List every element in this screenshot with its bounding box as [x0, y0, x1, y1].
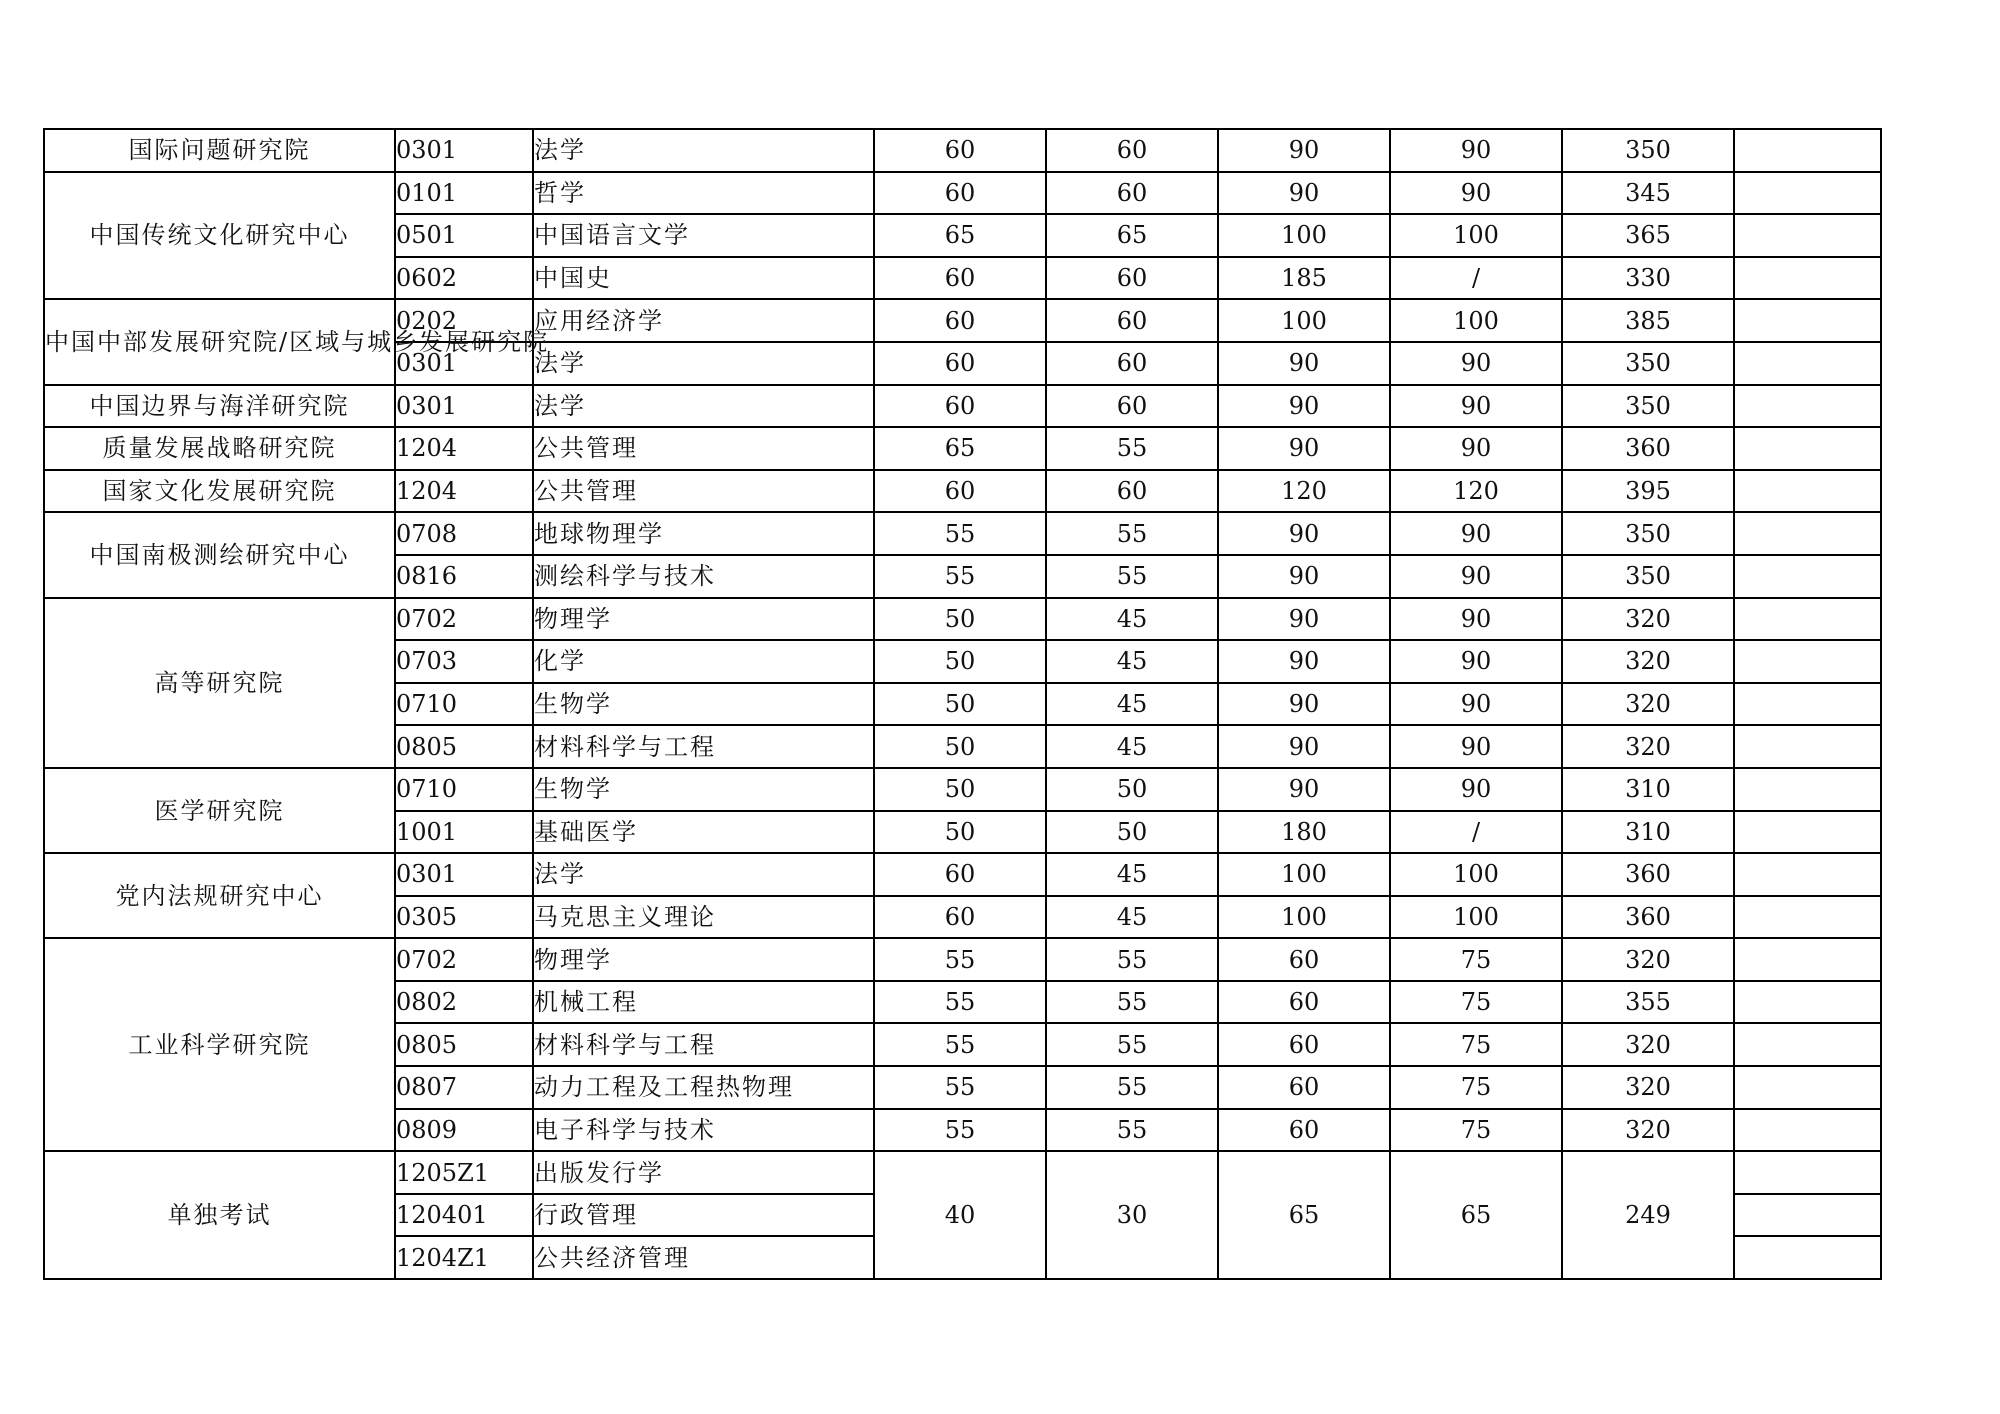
score-cell-3: 90 [1218, 725, 1390, 768]
table-row [44, 938, 1881, 981]
table-row [44, 768, 1881, 811]
table-row [44, 172, 1881, 215]
institute-cell: 中国南极测绘研究中心 [44, 512, 395, 597]
score-cell-2: 45 [1046, 598, 1218, 641]
score-cell-1: 55 [874, 981, 1046, 1024]
remark-cell [1734, 938, 1881, 981]
total-score-cell: 350 [1562, 342, 1734, 385]
score-cell-4: 75 [1390, 1109, 1562, 1152]
remark-cell [1734, 257, 1881, 300]
major-name-cell: 中国语言文学 [533, 214, 874, 257]
major-code-cell: 1001 [395, 811, 533, 854]
major-name-cell: 出版发行学 [533, 1151, 874, 1194]
total-score-cell: 320 [1562, 725, 1734, 768]
major-code-cell: 0703 [395, 640, 533, 683]
major-code-cell: 0301 [395, 129, 533, 172]
score-cell-2: 30 [1046, 1151, 1218, 1279]
score-cell-4: 90 [1390, 683, 1562, 726]
total-score-cell: 350 [1562, 555, 1734, 598]
major-name-cell: 公共管理 [533, 470, 874, 513]
score-cell-2: 60 [1046, 385, 1218, 428]
score-cell-2: 45 [1046, 683, 1218, 726]
score-cell-2: 55 [1046, 512, 1218, 555]
score-cell-3: 90 [1218, 555, 1390, 598]
major-name-cell: 动力工程及工程热物理 [533, 1066, 874, 1109]
score-cell-4: 90 [1390, 385, 1562, 428]
score-cell-3: 90 [1218, 683, 1390, 726]
remark-cell [1734, 896, 1881, 939]
major-name-cell: 物理学 [533, 598, 874, 641]
table-row [44, 512, 1881, 555]
total-score-cell: 320 [1562, 1066, 1734, 1109]
score-cell-3: 90 [1218, 598, 1390, 641]
remark-cell [1734, 385, 1881, 428]
score-cell-2: 45 [1046, 853, 1218, 896]
score-cell-3: 60 [1218, 938, 1390, 981]
table-row [44, 129, 1881, 172]
remark-cell [1734, 172, 1881, 215]
score-cell-2: 60 [1046, 342, 1218, 385]
score-cell-1: 40 [874, 1151, 1046, 1279]
institute-cell: 党内法规研究中心 [44, 853, 395, 938]
remark-cell [1734, 555, 1881, 598]
institute-cell: 工业科学研究院 [44, 938, 395, 1151]
total-score-cell: 345 [1562, 172, 1734, 215]
total-score-cell: 249 [1562, 1151, 1734, 1279]
total-score-cell: 385 [1562, 299, 1734, 342]
major-code-cell: 0710 [395, 768, 533, 811]
total-score-cell: 395 [1562, 470, 1734, 513]
major-name-cell: 公共经济管理 [533, 1236, 874, 1279]
score-cell-2: 60 [1046, 172, 1218, 215]
major-code-cell: 0802 [395, 981, 533, 1024]
score-cell-1: 55 [874, 555, 1046, 598]
total-score-cell: 330 [1562, 257, 1734, 300]
score-cell-4: 90 [1390, 512, 1562, 555]
remark-cell [1734, 299, 1881, 342]
score-cell-2: 60 [1046, 299, 1218, 342]
score-cell-2: 55 [1046, 555, 1218, 598]
major-code-cell: 0807 [395, 1066, 533, 1109]
table-row [44, 385, 1881, 428]
remark-cell [1734, 640, 1881, 683]
major-name-cell: 化学 [533, 640, 874, 683]
major-name-cell: 电子科学与技术 [533, 1109, 874, 1152]
total-score-cell: 355 [1562, 981, 1734, 1024]
score-cell-2: 55 [1046, 1066, 1218, 1109]
score-cell-4: 65 [1390, 1151, 1562, 1279]
score-cell-1: 60 [874, 172, 1046, 215]
table-body [44, 129, 1881, 1279]
score-cell-2: 45 [1046, 725, 1218, 768]
score-cell-3: 100 [1218, 853, 1390, 896]
major-name-cell: 法学 [533, 129, 874, 172]
remark-cell [1734, 811, 1881, 854]
table-row [44, 853, 1881, 896]
table-row [44, 299, 1881, 342]
score-cell-1: 55 [874, 1066, 1046, 1109]
score-cell-4: 90 [1390, 555, 1562, 598]
total-score-cell: 310 [1562, 811, 1734, 854]
remark-cell [1734, 1023, 1881, 1066]
score-cell-2: 60 [1046, 257, 1218, 300]
total-score-cell: 320 [1562, 938, 1734, 981]
major-name-cell: 应用经济学 [533, 299, 874, 342]
score-cell-1: 55 [874, 938, 1046, 981]
major-name-cell: 生物学 [533, 683, 874, 726]
institute-cell: 国际问题研究院 [44, 129, 395, 172]
score-cell-3: 90 [1218, 342, 1390, 385]
score-cell-3: 100 [1218, 214, 1390, 257]
score-cell-4: 120 [1390, 470, 1562, 513]
total-score-cell: 365 [1562, 214, 1734, 257]
remark-cell [1734, 1194, 1881, 1237]
score-cell-1: 55 [874, 1023, 1046, 1066]
major-name-cell: 法学 [533, 342, 874, 385]
score-cell-2: 45 [1046, 640, 1218, 683]
major-code-cell: 0805 [395, 1023, 533, 1066]
remark-cell [1734, 853, 1881, 896]
total-score-cell: 360 [1562, 427, 1734, 470]
score-cell-1: 60 [874, 257, 1046, 300]
major-name-cell: 马克思主义理论 [533, 896, 874, 939]
major-code-cell: 0101 [395, 172, 533, 215]
score-cell-1: 50 [874, 768, 1046, 811]
score-cell-1: 60 [874, 896, 1046, 939]
institute-cell: 中国中部发展研究院/区域与城乡发展研究院 [44, 299, 395, 384]
remark-cell [1734, 342, 1881, 385]
score-cell-2: 60 [1046, 470, 1218, 513]
score-cell-4: 90 [1390, 427, 1562, 470]
score-cell-3: 100 [1218, 896, 1390, 939]
score-cell-3: 90 [1218, 640, 1390, 683]
score-cell-4: 90 [1390, 768, 1562, 811]
score-cell-1: 50 [874, 598, 1046, 641]
score-cell-1: 65 [874, 427, 1046, 470]
score-cell-3: 60 [1218, 1109, 1390, 1152]
major-code-cell: 0816 [395, 555, 533, 598]
score-cell-4: 75 [1390, 1023, 1562, 1066]
score-cell-4: / [1390, 257, 1562, 300]
major-code-cell: 0710 [395, 683, 533, 726]
major-code-cell: 0202 [395, 299, 533, 342]
major-code-cell: 0602 [395, 257, 533, 300]
institute-cell: 医学研究院 [44, 768, 395, 853]
major-code-cell: 0702 [395, 938, 533, 981]
score-cell-1: 60 [874, 299, 1046, 342]
major-code-cell: 1204Z1 [395, 1236, 533, 1279]
score-cell-3: 120 [1218, 470, 1390, 513]
major-name-cell: 测绘科学与技术 [533, 555, 874, 598]
remark-cell [1734, 981, 1881, 1024]
major-code-cell: 0301 [395, 385, 533, 428]
major-code-cell: 0708 [395, 512, 533, 555]
score-cell-4: 100 [1390, 853, 1562, 896]
score-cell-3: 180 [1218, 811, 1390, 854]
institute-cell: 中国传统文化研究中心 [44, 172, 395, 300]
score-cell-1: 60 [874, 853, 1046, 896]
remark-cell [1734, 1151, 1881, 1194]
remark-cell [1734, 427, 1881, 470]
score-cell-1: 60 [874, 385, 1046, 428]
institute-cell: 中国边界与海洋研究院 [44, 385, 395, 428]
total-score-cell: 360 [1562, 896, 1734, 939]
remark-cell [1734, 768, 1881, 811]
major-name-cell: 机械工程 [533, 981, 874, 1024]
major-code-cell: 1204 [395, 470, 533, 513]
total-score-cell: 350 [1562, 129, 1734, 172]
remark-cell [1734, 1066, 1881, 1109]
score-table [43, 128, 1882, 1280]
score-cell-2: 50 [1046, 768, 1218, 811]
score-cell-4: 100 [1390, 214, 1562, 257]
score-cell-4: 75 [1390, 981, 1562, 1024]
table-row [44, 1151, 1881, 1194]
score-cell-2: 65 [1046, 214, 1218, 257]
major-code-cell: 0805 [395, 725, 533, 768]
score-cell-4: 90 [1390, 342, 1562, 385]
total-score-cell: 360 [1562, 853, 1734, 896]
score-cell-4: 75 [1390, 938, 1562, 981]
table-row [44, 427, 1881, 470]
table-row [44, 470, 1881, 513]
major-code-cell: 0305 [395, 896, 533, 939]
score-cell-1: 50 [874, 811, 1046, 854]
remark-cell [1734, 214, 1881, 257]
score-cell-1: 50 [874, 725, 1046, 768]
score-cell-2: 55 [1046, 1023, 1218, 1066]
total-score-cell: 350 [1562, 385, 1734, 428]
institute-cell: 国家文化发展研究院 [44, 470, 395, 513]
score-cell-4: 100 [1390, 299, 1562, 342]
major-code-cell: 0501 [395, 214, 533, 257]
major-code-cell: 1205Z1 [395, 1151, 533, 1194]
score-cell-4: 90 [1390, 172, 1562, 215]
score-cell-2: 55 [1046, 981, 1218, 1024]
total-score-cell: 320 [1562, 1023, 1734, 1066]
institute-cell: 高等研究院 [44, 598, 395, 768]
score-cell-4: 90 [1390, 725, 1562, 768]
score-cell-2: 55 [1046, 427, 1218, 470]
total-score-cell: 350 [1562, 512, 1734, 555]
score-cell-3: 60 [1218, 1023, 1390, 1066]
major-name-cell: 哲学 [533, 172, 874, 215]
major-code-cell: 0301 [395, 342, 533, 385]
remark-cell [1734, 725, 1881, 768]
major-name-cell: 物理学 [533, 938, 874, 981]
remark-cell [1734, 470, 1881, 513]
score-cell-2: 55 [1046, 938, 1218, 981]
remark-cell [1734, 598, 1881, 641]
major-name-cell: 法学 [533, 853, 874, 896]
score-cell-3: 90 [1218, 427, 1390, 470]
score-cell-4: / [1390, 811, 1562, 854]
table-row [44, 598, 1881, 641]
score-cell-4: 90 [1390, 129, 1562, 172]
total-score-cell: 310 [1562, 768, 1734, 811]
institute-cell: 单独考试 [44, 1151, 395, 1279]
score-cell-3: 90 [1218, 129, 1390, 172]
remark-cell [1734, 129, 1881, 172]
major-code-cell: 0702 [395, 598, 533, 641]
score-cell-4: 100 [1390, 896, 1562, 939]
score-cell-3: 90 [1218, 768, 1390, 811]
score-cell-4: 90 [1390, 640, 1562, 683]
major-name-cell: 法学 [533, 385, 874, 428]
score-cell-2: 45 [1046, 896, 1218, 939]
major-name-cell: 材料科学与工程 [533, 725, 874, 768]
remark-cell [1734, 1236, 1881, 1279]
score-cell-1: 60 [874, 342, 1046, 385]
score-cell-2: 60 [1046, 129, 1218, 172]
major-name-cell: 材料科学与工程 [533, 1023, 874, 1066]
major-name-cell: 基础医学 [533, 811, 874, 854]
major-name-cell: 公共管理 [533, 427, 874, 470]
score-cell-3: 90 [1218, 512, 1390, 555]
remark-cell [1734, 512, 1881, 555]
score-cell-4: 75 [1390, 1066, 1562, 1109]
remark-cell [1734, 1109, 1881, 1152]
major-code-cell: 0301 [395, 853, 533, 896]
score-cell-1: 55 [874, 512, 1046, 555]
major-name-cell: 行政管理 [533, 1194, 874, 1237]
score-cell-1: 55 [874, 1109, 1046, 1152]
score-cell-3: 65 [1218, 1151, 1390, 1279]
score-cell-3: 60 [1218, 1066, 1390, 1109]
major-code-cell: 1204 [395, 427, 533, 470]
score-cell-1: 60 [874, 129, 1046, 172]
score-cell-4: 90 [1390, 598, 1562, 641]
total-score-cell: 320 [1562, 1109, 1734, 1152]
score-cell-1: 60 [874, 470, 1046, 513]
score-cell-3: 90 [1218, 385, 1390, 428]
major-code-cell: 120401 [395, 1194, 533, 1237]
score-cell-3: 100 [1218, 299, 1390, 342]
score-cell-1: 50 [874, 683, 1046, 726]
score-cell-1: 65 [874, 214, 1046, 257]
major-name-cell: 地球物理学 [533, 512, 874, 555]
major-name-cell: 中国史 [533, 257, 874, 300]
score-cell-2: 50 [1046, 811, 1218, 854]
major-name-cell: 生物学 [533, 768, 874, 811]
total-score-cell: 320 [1562, 683, 1734, 726]
remark-cell [1734, 683, 1881, 726]
score-cell-3: 90 [1218, 172, 1390, 215]
total-score-cell: 320 [1562, 598, 1734, 641]
score-cell-3: 185 [1218, 257, 1390, 300]
score-cell-3: 60 [1218, 981, 1390, 1024]
institute-cell: 质量发展战略研究院 [44, 427, 395, 470]
major-code-cell: 0809 [395, 1109, 533, 1152]
score-cell-2: 55 [1046, 1109, 1218, 1152]
score-cell-1: 50 [874, 640, 1046, 683]
total-score-cell: 320 [1562, 640, 1734, 683]
